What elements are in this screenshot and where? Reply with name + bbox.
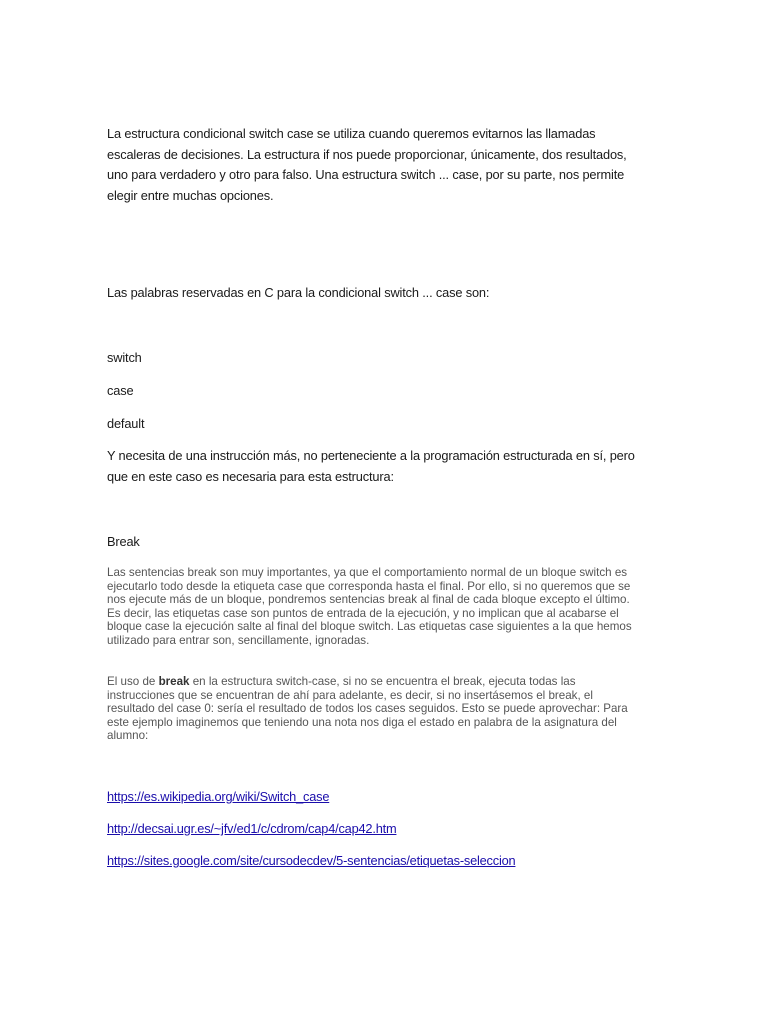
break-usage-paragraph [107, 675, 642, 743]
intro-paragraph: La estructura condicional switch case se utiliza cuando queremos evitarnos las llamadas escaleras de decisiones. La estructura if nos puede proporcionar, únicamente, dos resultados, uno para verdadero y otro para falso. Una estructura switch ... case, por su parte, nos permite elegir entre muchas opciones. [107, 126, 627, 203]
link-sites-google-cursodecdev[interactable]: https://sites.google.com/site/cursodecdev/5-sentencias/etiquetas-seleccion [107, 853, 516, 868]
break-explanation-paragraph: Las sentencias break son muy importantes, ya que el comportamiento normal de un bloque switch es ejecutarlo todo desde la etiqueta case que corresponda hasta el final. Por ello, si no queremos que se nos ejecute más de un bloque, pondremos sentencias break al final de cada bloque excepto el último. Es decir, las etiquetas case son puntos de entrada de la ejecución, y no implican que al acabarse el bloque case la ejecución salte al final del bloque switch. Las etiquetas case siguientes a la que hemos utilizado para entrar son, sencillamente, ignoradas. [107, 566, 632, 647]
break-heading: Break [107, 534, 140, 549]
link-wikipedia-switch-case[interactable]: https://es.wikipedia.org/wiki/Switch_case [107, 789, 330, 804]
keyword-case: case [107, 383, 134, 398]
keyword-switch: switch [107, 350, 142, 365]
break-usage-text-after: en la estructura switch-case, si no se encuentra el break, ejecuta todas las instrucciones que se encuentran de ahí para adelante, es decir, si no insertásemos el break, el resultado del case 0: sería el resultado de todos los cases seguidos. Esto se puede aprovechar: Para este ejemplo imaginemos que teniendo una nota nos diga el estado en palabra de la asignatura del alumno: [107, 675, 628, 743]
extra-instruction-paragraph: Y necesita de una instrucción más, no perteneciente a la programación estructurada en sí, pero que en este caso es necesaria para esta estructura: [107, 448, 635, 484]
keyword-default: default [107, 416, 145, 431]
reserved-words-intro: Las palabras reservadas en C para la condicional switch ... case son: [107, 285, 490, 300]
break-usage-bold-keyword: break [158, 675, 190, 688]
link-decsai-ugr[interactable]: http://decsai.ugr.es/~jfv/ed1/c/cdrom/cap4/cap42.htm [107, 821, 397, 836]
break-usage-text-before: El uso de [107, 675, 159, 688]
